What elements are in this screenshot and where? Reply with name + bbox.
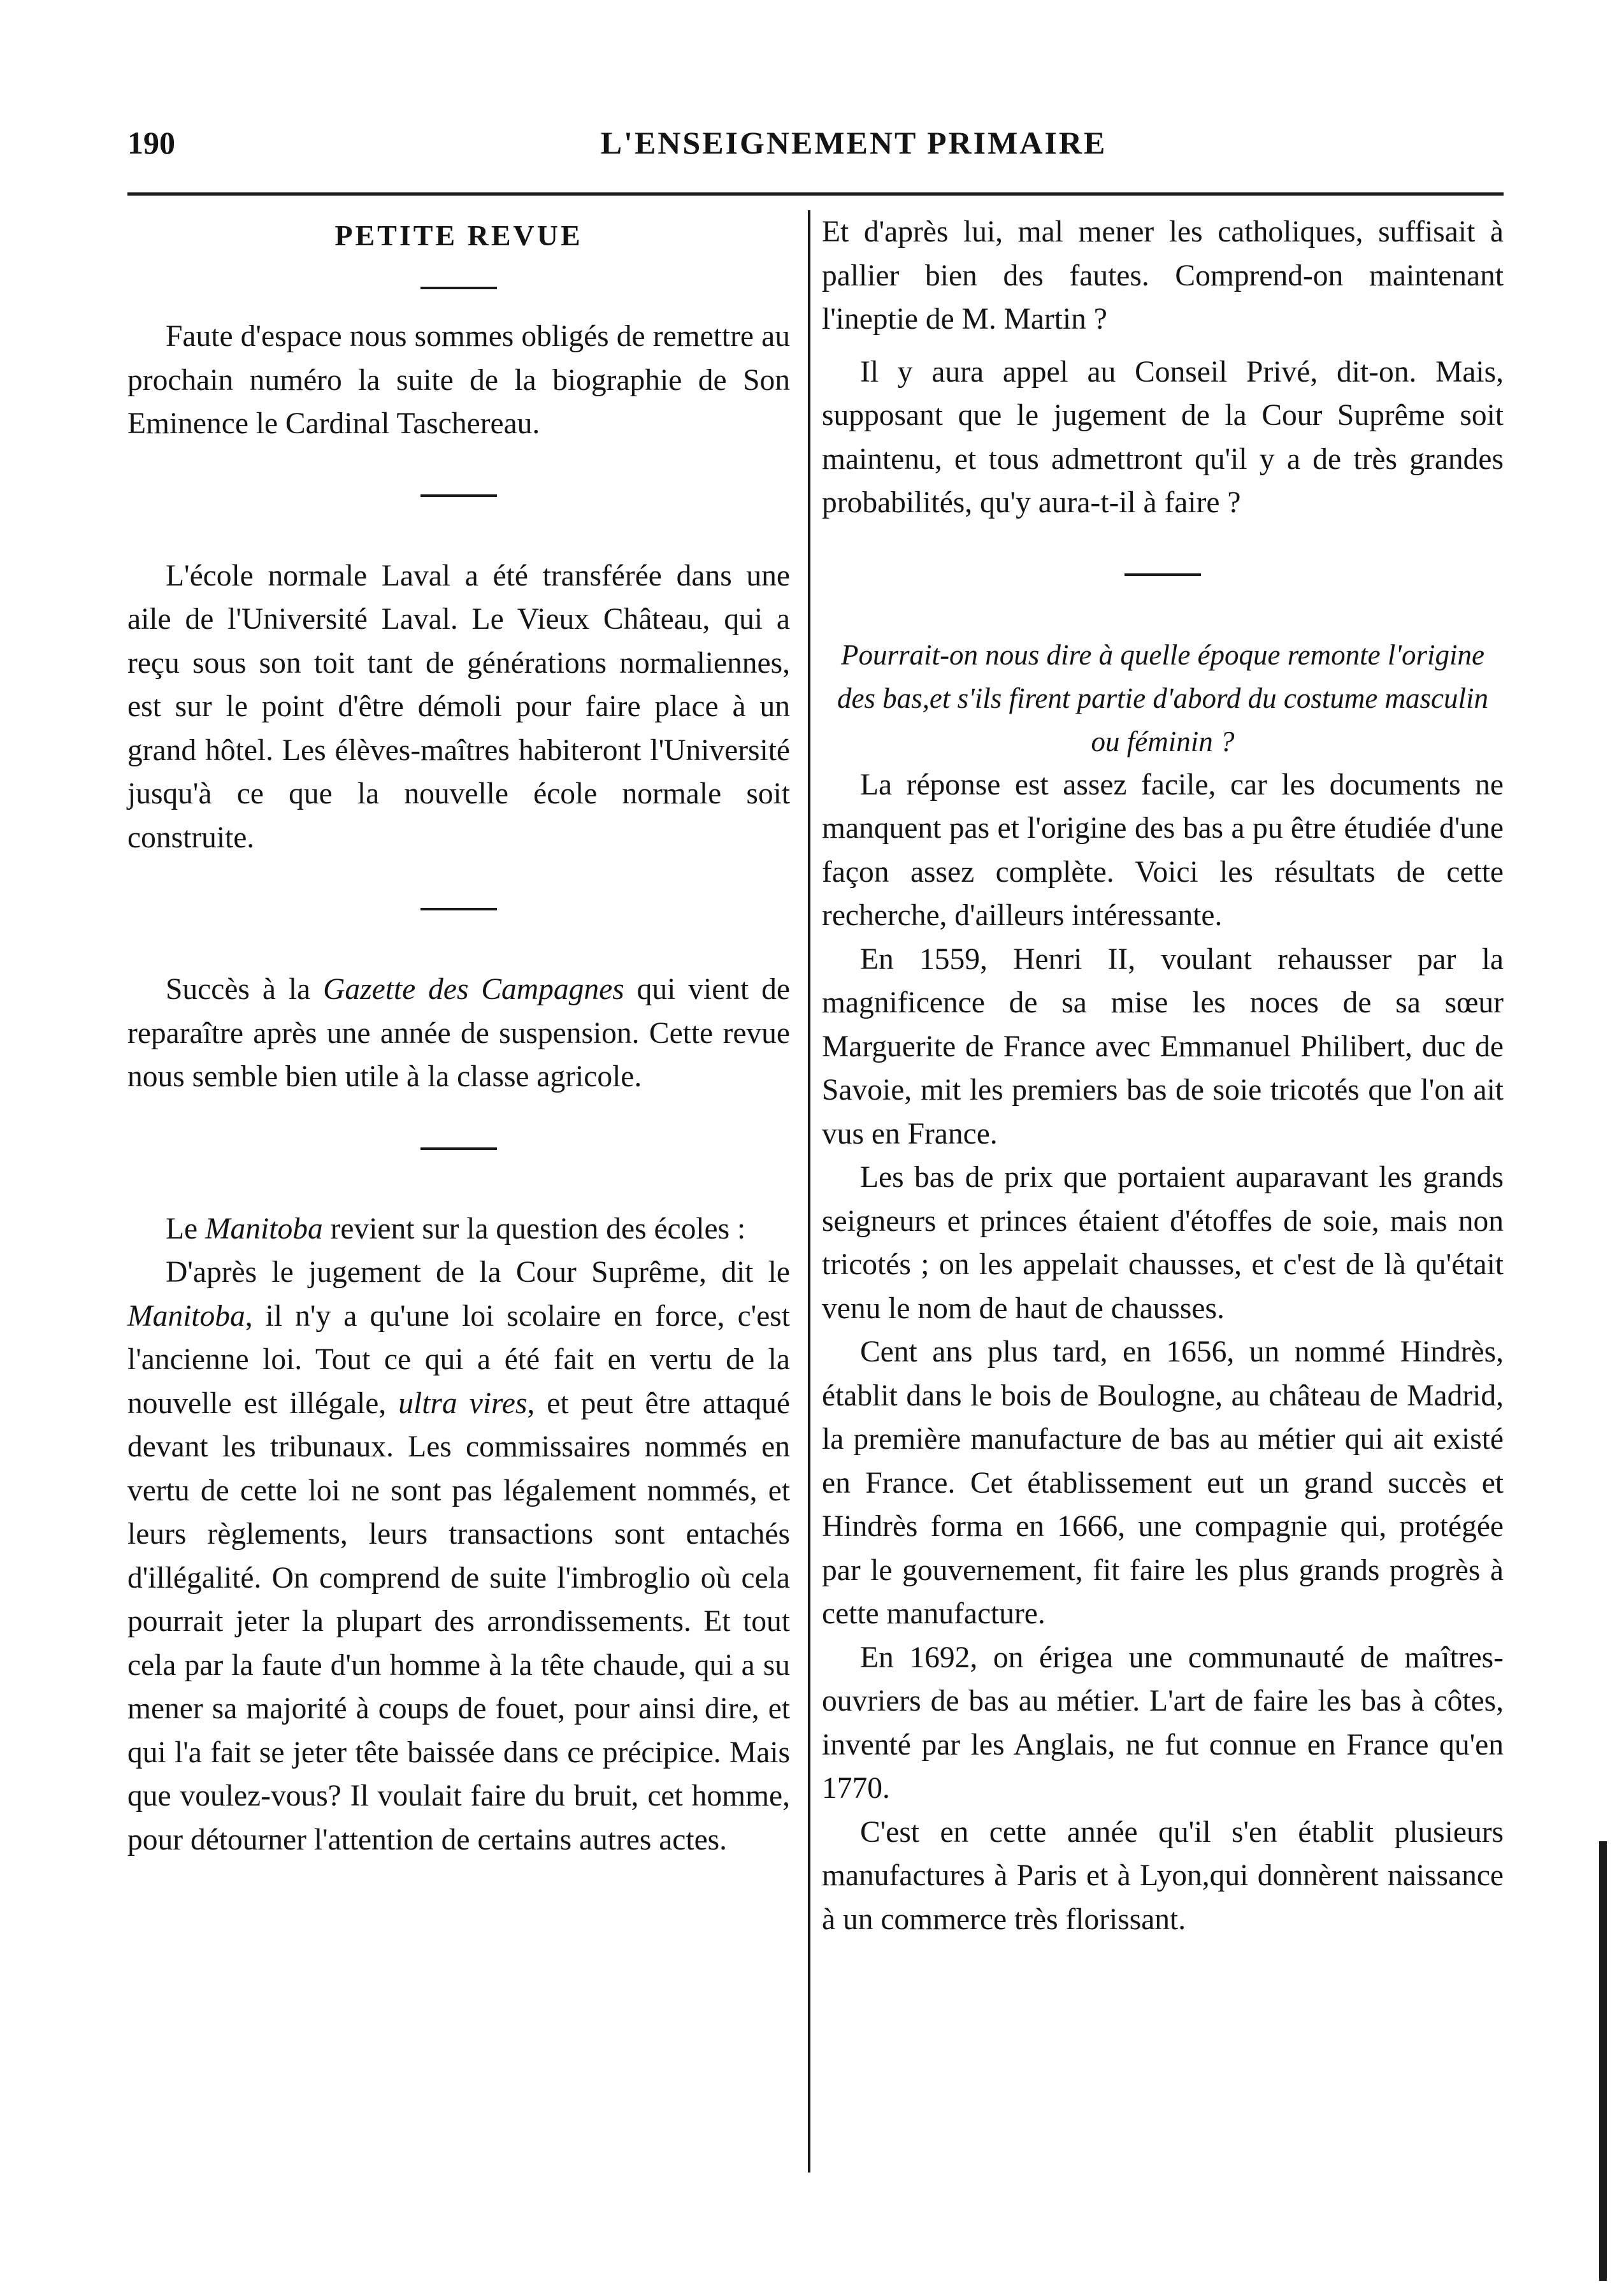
question-heading: Pourrait-on nous dire à quelle époque remonte l'origine des bas,et s'ils firent partie d'abord du costume masculin ou féminin ? [837,638,1489,758]
paragraph: Et d'après lui, mal mener les catholiques, suffisait à pallier bien des fautes. Comprend-on maintenant l'ineptie de M. Martin ? [822,215,1504,336]
paragraph: Cent ans plus tard, en 1656, un nommé Hindrès, établit dans le bois de Boulogne, au château de Madrid, la première manufacture de bas au métier qui ait existé en France. Cet établissement eut un grand succès et Hindrès forma en 1666, une compagnie qui, protégée par le gouvernement, fit faire les plus grands progrès à cette manufacture. [822,1335,1504,1630]
paragraph: Faute d'espace nous sommes obligés de remettre au prochain numéro la suite de la biographie de Son Eminence le Cardinal Taschereau. [127,320,790,440]
paragraph: D'après le jugement de la Cour Suprême, dit le Manitoba, il n'y a qu'une loi scolaire en force, c'est l'ancienne loi. Tout ce qui a été fait en vertu de la nouvelle est illégale, ultra vires, et peut être attaqué devant les tribunaux. Les commissaires nommés en vertu de cette loi ne sont pas légalement nommés, et leurs règlements, leurs transactions sont entachés d'illégalité. On comprend de suite l'imbroglio où cela pourrait jeter la plupart des arrondissements. Et tout cela par la faute d'un homme à la tête chaude, qui a su mener sa majorité à coups de fouet, pour ainsi dire, et qui l'a fait se jeter tête baissée dans ce précipice. Mais que voulez-vous? Il voulait faire du bruit, cet homme, pour détourner l'attention de certains autres actes. [127,1256,790,1856]
section-rule [420,494,497,497]
section-rule [420,287,497,289]
page-number: 190 [127,125,175,161]
section-title: PETITE REVUE [334,219,583,252]
paragraph: Les bas de prix que portaient auparavant les grands seigneurs et princes étaient d'étoffes de soie, mais non tricotés ; on les appelait chausses, et c'est de là qu'était venu le nom de haut de chausses. [822,1161,1504,1325]
paragraph: Il y aura appel au Conseil Privé, dit-on. Mais, supposant que le jugement de la Cour Suprême soit maintenu, et tous admettront qu'il y a de très grandes probabilités, qu'y aura-t-il à faire ? [822,355,1504,519]
paragraph: L'école normale Laval a été transférée dans une aile de l'Université Laval. Le Vieux Château, qui a reçu sous son toit tant de générations normaliennes, est sur le point d'être démoli pour faire place à un grand hôtel. Les élèves-maîtres habiteront l'Université jusqu'à ce que la nouvelle école normale soit construite. [127,559,790,854]
right-column [822,210,1504,1941]
left-column [127,210,790,1862]
margin-mark [1599,1841,1607,2281]
paragraph: En 1692, on érigea une communauté de maîtres-ouvriers de bas au métier. L'art de faire les bas à côtes, inventé par les Anglais, ne fut connue en France qu'en 1770. [822,1641,1504,1805]
paragraph: Le Manitoba revient sur la question des écoles : [166,1212,746,1246]
column-divider [808,210,810,2172]
running-title: L'ENSEIGNEMENT PRIMAIRE [600,125,1107,161]
paragraph: C'est en cette année qu'il s'en établit plusieurs manufactures à Paris et à Lyon,qui donnèrent naissance à un commerce très florissant. [822,1815,1504,1936]
section-rule [1125,573,1201,576]
header-rule [127,192,1504,196]
paragraph: Succès à la Gazette des Campagnes qui vient de reparaître après une année de suspension. Cette revue nous semble bien utile à la classe agricole. [127,973,790,1093]
section-rule [420,1147,497,1150]
paragraph: La réponse est assez facile, car les documents ne manquent pas et l'origine des bas a pu être étudiée d'une façon assez complète. Voici les résultats de cette recherche, d'ailleurs intéressante. [822,768,1504,932]
paragraph: En 1559, Henri II, voulant rehausser par la magnificence de sa mise les noces de sa sœur Marguerite de France avec Emmanuel Philibert, duc de Savoie, mit les premiers bas de soie tricotés que l'on ait vus en France. [822,942,1504,1151]
section-rule [420,908,497,910]
